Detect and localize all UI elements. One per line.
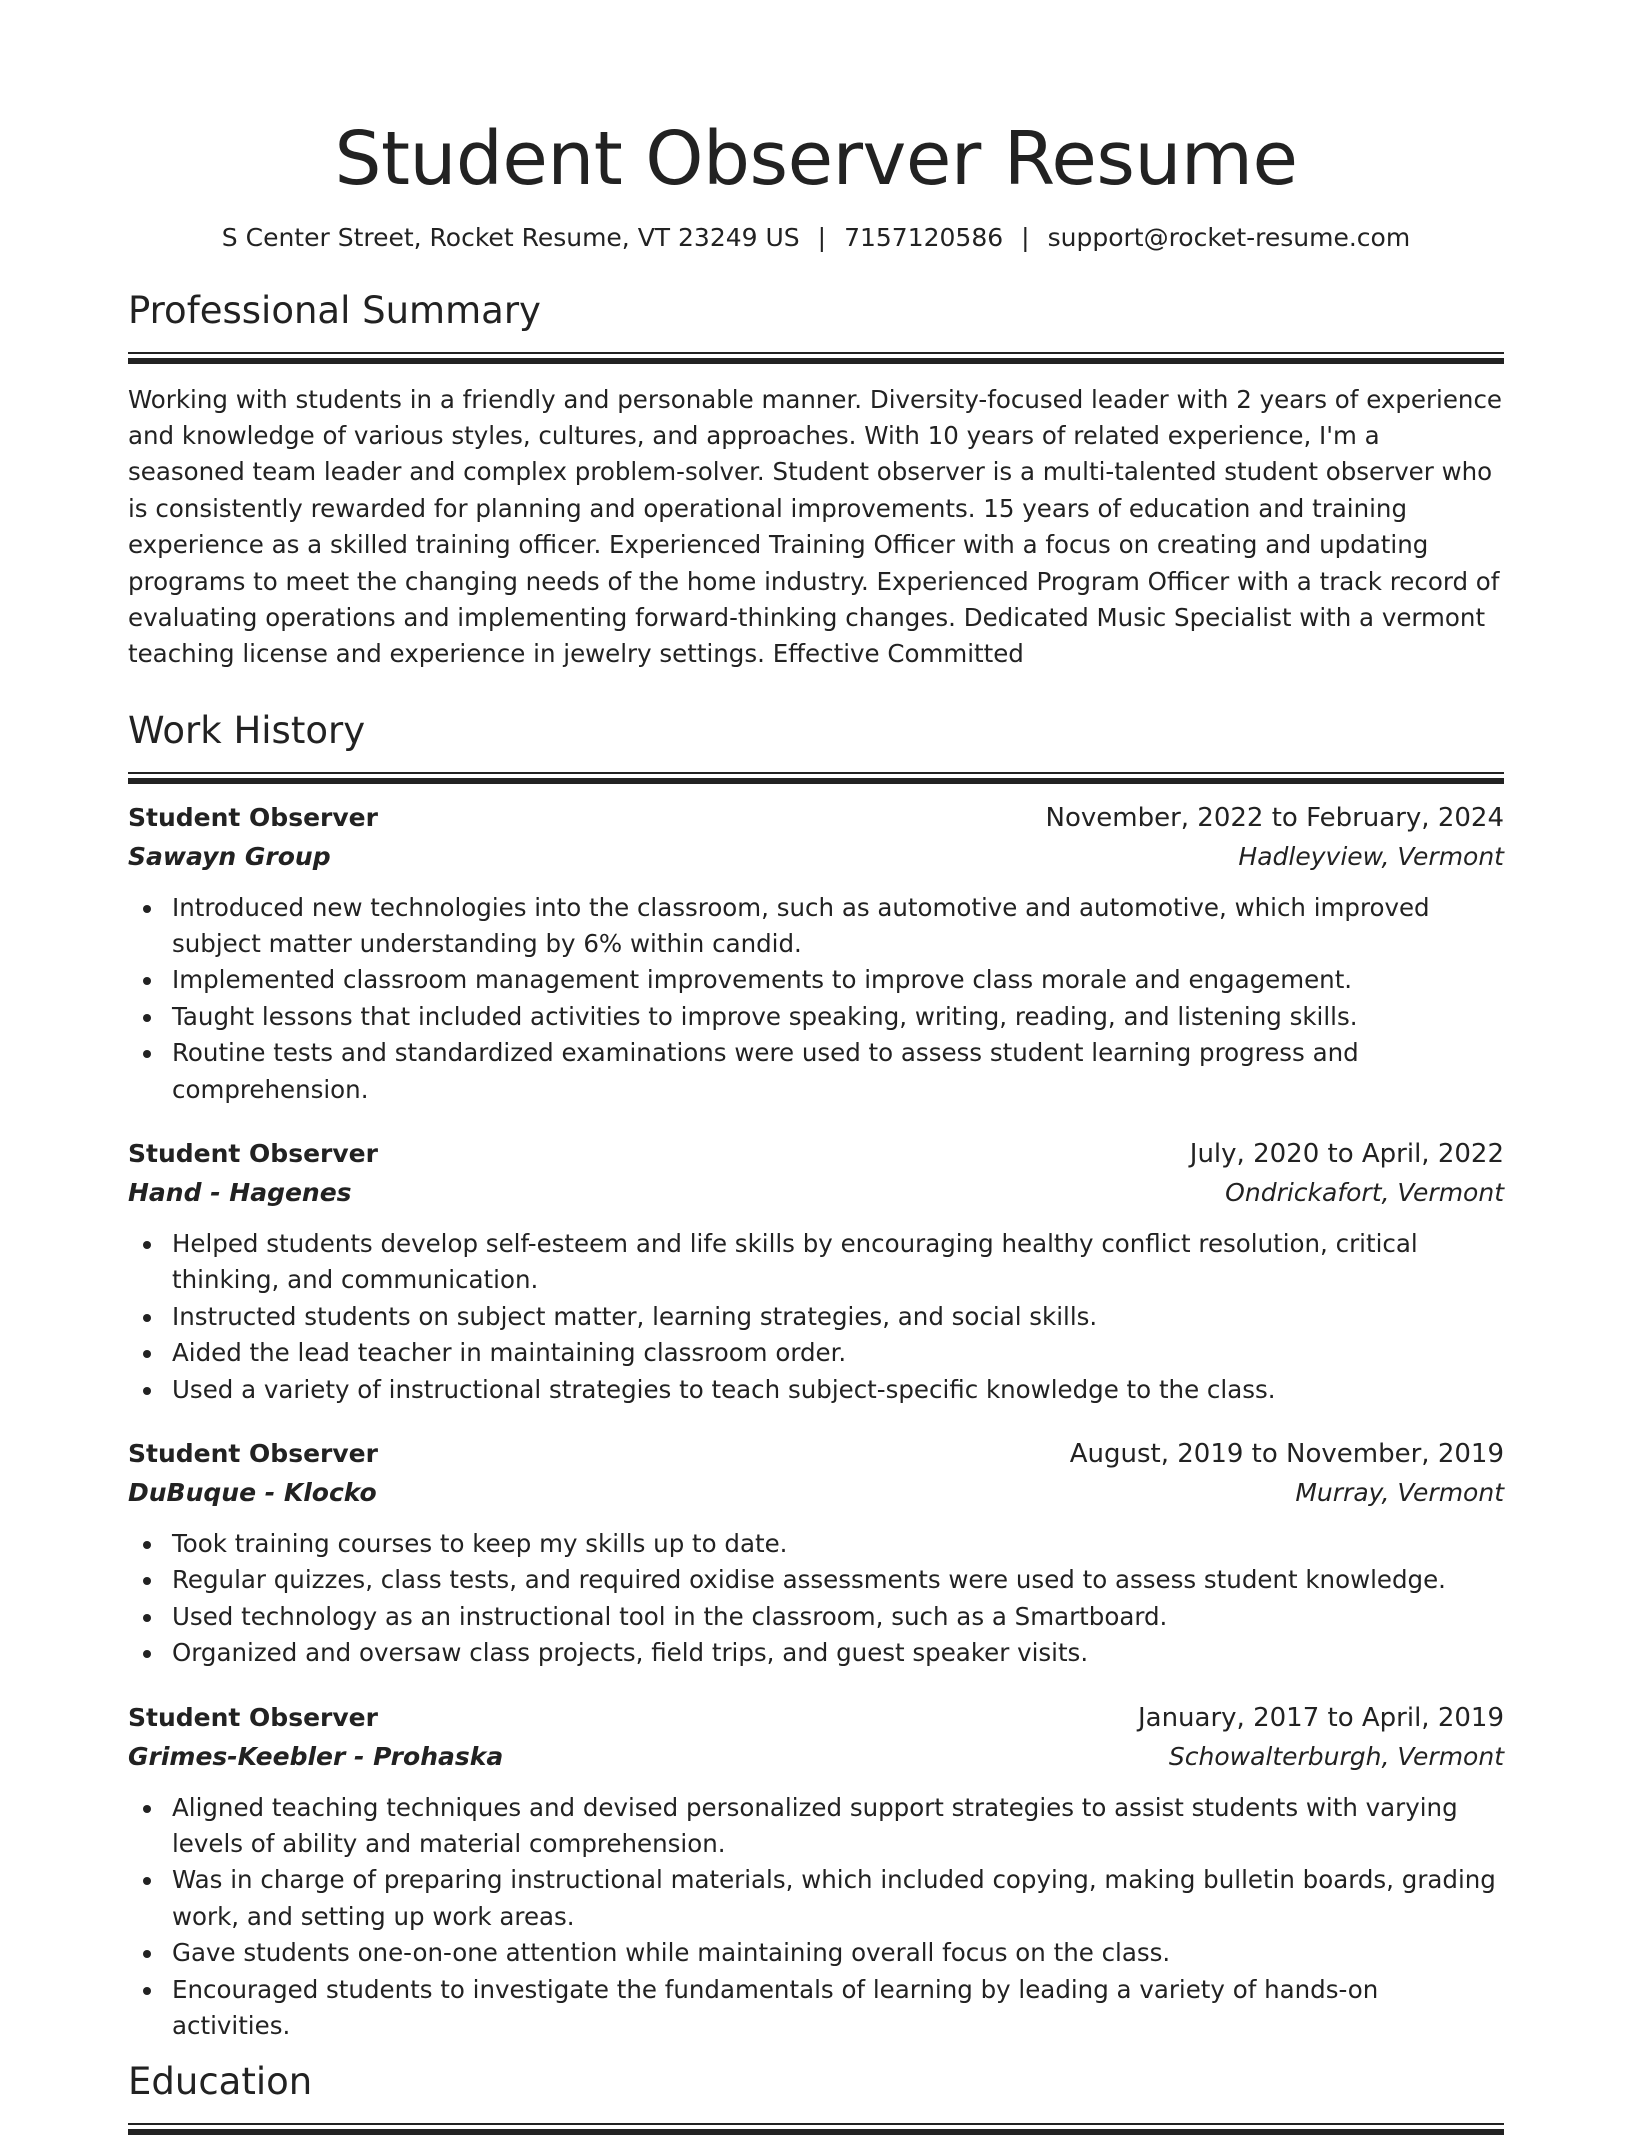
job-dates: January, 2017 to April, 2019 xyxy=(1137,1702,1504,1733)
job-duty-item: Took training courses to keep my skills up to date. xyxy=(128,1526,1504,1562)
job-header-row xyxy=(128,1698,1504,1738)
job-duty-item: Gave students one-on-one attention while maintaining overall focus on the class. xyxy=(128,1935,1504,1971)
section-heading-education: Education xyxy=(128,2060,313,2104)
job-location: Hadleyview, Vermont xyxy=(1238,841,1504,871)
job-entry xyxy=(128,798,1504,1108)
contact-phone: 7157120586 xyxy=(844,222,1004,252)
job-duties-list xyxy=(128,1526,1504,1672)
job-duty-item: Used technology as an instructional tool in the classroom, such as a Smartboard. xyxy=(128,1599,1504,1635)
job-employer-row xyxy=(128,1738,1504,1776)
contact-line xyxy=(128,223,1504,253)
contact-address: S Center Street, Rocket Resume, VT 23249 US xyxy=(221,222,800,252)
job-dates: November, 2022 to February, 2024 xyxy=(1045,802,1504,833)
job-header-row xyxy=(128,798,1504,838)
job-duties-list xyxy=(128,1226,1504,1408)
job-employer-row xyxy=(128,1474,1504,1512)
job-duty-item: Implemented classroom management improvements to improve class morale and engagement. xyxy=(128,962,1504,998)
job-duty-item: Encouraged students to investigate the fundamentals of learning by leading a variety of hands-on activities. xyxy=(128,1972,1504,2045)
professional-summary-section xyxy=(128,288,1504,673)
section-divider xyxy=(128,352,1504,364)
job-title: Student Observer xyxy=(128,1438,378,1468)
job-duties-list xyxy=(128,1790,1504,2045)
job-company: Hand - Hagenes xyxy=(128,1177,352,1207)
job-location: Ondrickafort, Vermont xyxy=(1225,1177,1504,1207)
job-duty-item: Instructed students on subject matter, learning strategies, and social skills. xyxy=(128,1299,1504,1335)
job-duty-item: Organized and oversaw class projects, field trips, and guest speaker visits. xyxy=(128,1635,1504,1671)
job-employer-row xyxy=(128,1174,1504,1212)
work-history-section xyxy=(128,708,1504,2045)
job-duty-item: Regular quizzes, class tests, and required oxidise assessments were used to assess student knowledge. xyxy=(128,1562,1504,1598)
job-title: Student Observer xyxy=(128,1138,378,1168)
job-duty-item: Used a variety of instructional strategies to teach subject-specific knowledge to the class. xyxy=(128,1372,1504,1408)
job-company: Grimes-Keebler - Prohaska xyxy=(128,1741,504,1771)
job-duty-item: Routine tests and standardized examinations were used to assess student learning progress and comprehension. xyxy=(128,1035,1504,1108)
education-section xyxy=(128,2062,1504,2135)
job-company: Sawayn Group xyxy=(128,841,331,871)
job-title: Student Observer xyxy=(128,1702,378,1732)
job-employer-row xyxy=(128,838,1504,876)
job-dates: August, 2019 to November, 2019 xyxy=(1069,1438,1504,1469)
job-company: DuBuque - Klocko xyxy=(128,1477,377,1507)
job-duty-item: Was in charge of preparing instructional materials, which included copying, making bulletin boards, grading work, and setting up work areas. xyxy=(128,1862,1504,1935)
job-duties-list xyxy=(128,890,1504,1108)
job-entry xyxy=(128,1134,1504,1408)
job-duty-item: Taught lessons that included activities to improve speaking, writing, reading, and listening skills. xyxy=(128,999,1504,1035)
contact-separator: | xyxy=(1021,222,1030,252)
job-duty-item: Helped students develop self-esteem and life skills by encouraging healthy conflict resolution, critical thinking, and communication. xyxy=(128,1226,1504,1299)
contact-email: support@rocket-resume.com xyxy=(1047,222,1411,252)
job-location: Murray, Vermont xyxy=(1295,1477,1504,1507)
section-divider xyxy=(128,772,1504,784)
section-heading-summary: Professional Summary xyxy=(128,288,541,332)
job-entry xyxy=(128,1434,1504,1672)
job-duty-item: Aligned teaching techniques and devised personalized support strategies to assist students with varying levels of ability and material comprehension. xyxy=(128,1790,1504,1863)
job-location: Schowalterburgh, Vermont xyxy=(1168,1741,1504,1771)
job-entry xyxy=(128,1698,1504,2045)
job-title: Student Observer xyxy=(128,802,378,832)
summary-paragraph: Working with students in a friendly and personable manner. Diversity-focused leader with 2 years of experience and knowledge of various styles, cultures, and approaches. With 10 years of related experience, I'm a seasoned team leader and complex problem-solver. Student observer is a multi-talented student observer who is consistently rewarded for planning and operational improvements. 15 years of education and training experience as a skilled training officer. Experienced Training Officer with a focus on creating and updating programs to meet the changing needs of the home industry. Experienced Program Officer with a track record of evaluating operations and implementing forward-thinking changes. Dedicated Music Specialist with a vermont teaching license and experience in jewelry settings. Effective Committed xyxy=(128,384,1502,669)
job-duty-item: Aided the lead teacher in maintaining classroom order. xyxy=(128,1335,1504,1371)
section-heading-work-history: Work History xyxy=(128,708,366,752)
job-header-row xyxy=(128,1434,1504,1474)
job-dates: July, 2020 to April, 2022 xyxy=(1189,1138,1504,1169)
contact-separator: | xyxy=(817,222,827,252)
job-duty-item: Introduced new technologies into the classroom, such as automotive and automotive, which improved subject matter understanding by 6% within candid. xyxy=(128,890,1504,963)
section-divider xyxy=(128,2123,1504,2135)
resume-title: Student Observer Resume xyxy=(334,116,1298,202)
job-header-row xyxy=(128,1134,1504,1174)
